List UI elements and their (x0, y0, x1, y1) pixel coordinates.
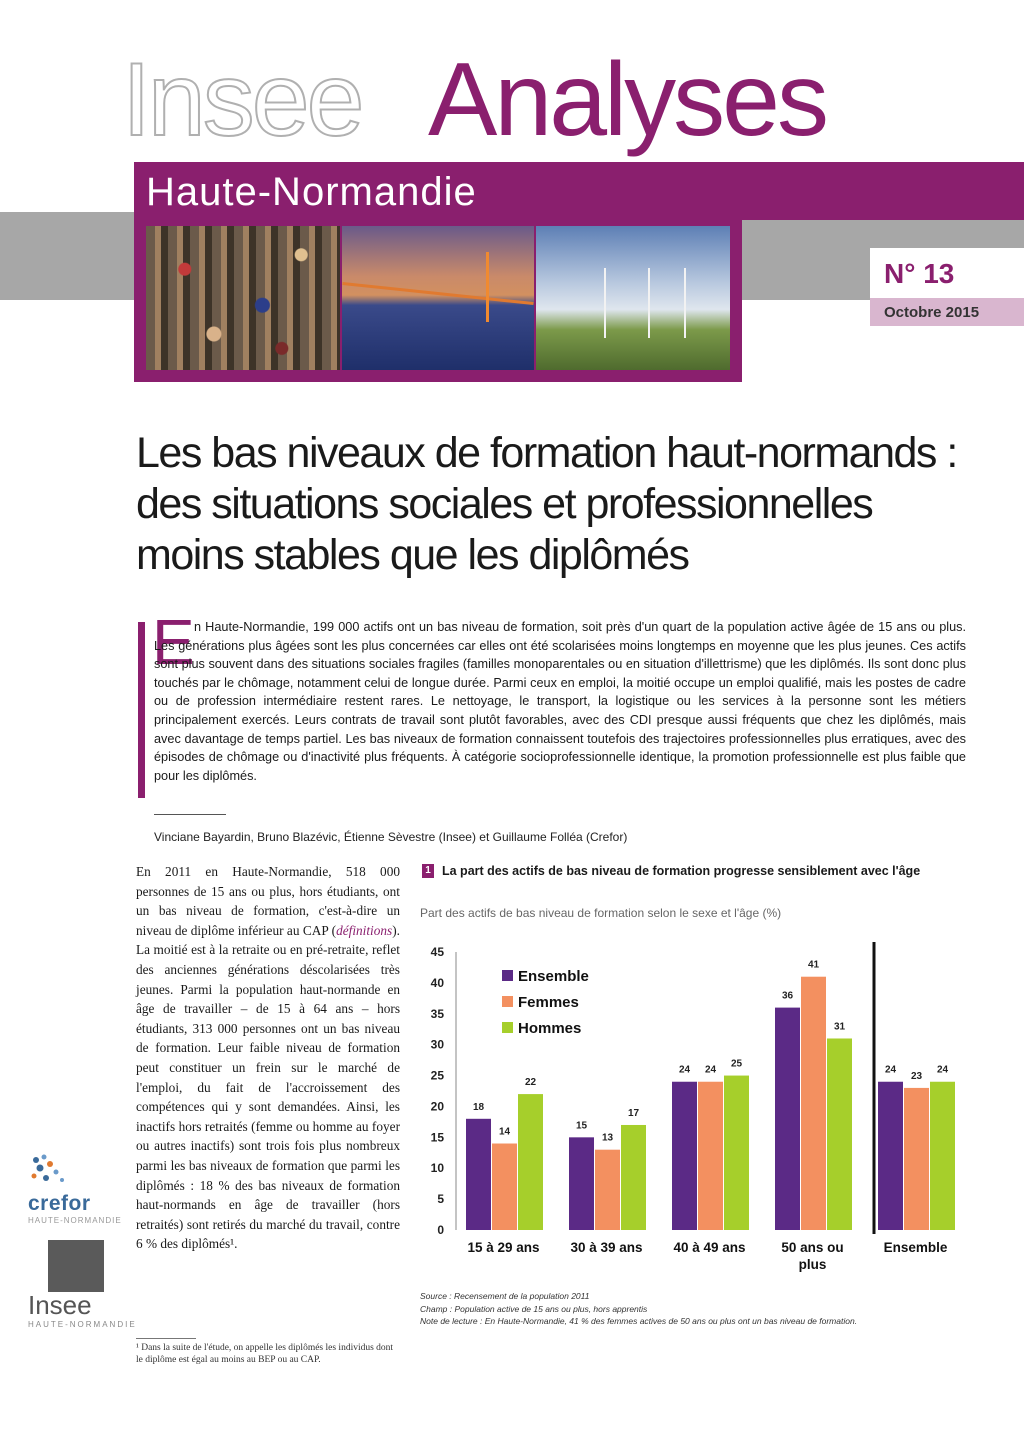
insee-logo-icon (48, 1240, 104, 1292)
y-tick-label: 45 (430, 945, 444, 959)
bar (595, 1150, 620, 1230)
chart-subtitle: Part des actifs de bas niveau de formation selon le sexe et l'âge (%) (420, 906, 782, 920)
x-tick-label: 30 à 39 ans (570, 1240, 643, 1255)
chart-notes (420, 1290, 980, 1328)
wind-turbine-photo (536, 226, 730, 370)
brand-insee: Insee (122, 42, 362, 158)
x-tick-label: 50 ans ou (781, 1240, 844, 1255)
authors-separator (154, 814, 226, 815)
bar (466, 1119, 491, 1230)
data-label: 24 (678, 1064, 691, 1076)
bar (930, 1082, 955, 1230)
data-label: 25 (730, 1058, 743, 1070)
bar (492, 1144, 517, 1230)
bar (698, 1082, 723, 1230)
turbine-shape (648, 268, 650, 338)
legend-label: Ensemble (518, 968, 589, 985)
data-label: 24 (884, 1064, 897, 1076)
bar (621, 1125, 646, 1230)
legend-label: Hommes (518, 1020, 582, 1037)
data-label: 13 (601, 1132, 614, 1144)
figure-number: 1 (422, 864, 434, 878)
article-title: Les bas niveaux de formation haut-normands : des situations sociales et professionnelles moins stables que les diplômés (136, 429, 957, 579)
y-tick-label: 30 (430, 1037, 444, 1052)
chart-title: La part des actifs de bas niveau de formation progresse sensiblement avec l'âge (442, 864, 921, 878)
y-tick-label: 25 (430, 1068, 444, 1083)
y-tick-label: 10 (430, 1161, 444, 1176)
authors: Vinciane Bayardin, Bruno Blazévic, Étienne Sèvestre (Insee) et Guillaume Folléa (Crefor) (154, 830, 628, 844)
bar (904, 1088, 929, 1230)
data-label: 41 (807, 959, 820, 971)
insee-logo-text: Insee (28, 1290, 92, 1320)
x-tick-label: 15 à 29 ans (467, 1240, 540, 1255)
chart-source: Source : Recensement de la population 2011 (420, 1291, 590, 1301)
y-tick-label: 40 (430, 975, 444, 990)
y-tick-label: 5 (437, 1192, 444, 1207)
bar-chart (418, 932, 978, 1282)
x-tick-label: Ensemble (883, 1240, 948, 1255)
legend-swatch (502, 1022, 513, 1033)
data-label: 15 (575, 1120, 588, 1132)
definitions-link[interactable]: définitions (336, 922, 393, 938)
data-label: 22 (524, 1077, 537, 1089)
bar (801, 977, 826, 1230)
body-paragraph (136, 862, 400, 1254)
bridge-photo (342, 226, 534, 370)
footnote: ¹ Dans la suite de l'étude, on appelle les diplômés les individus dont le diplôme est égal au moins au BEP ou au CAP. (136, 1343, 394, 1365)
chart-champ: Champ : Population active de 15 ans ou plus, hors apprentis (420, 1303, 648, 1314)
bar (672, 1082, 697, 1230)
crowd-photo (146, 226, 340, 370)
insee-logo-subtitle: HAUTE-NORMANDIE (28, 1320, 137, 1329)
intro-paragraph: n Haute-Normandie, 199 000 actifs ont un bas niveau de formation, soit près d'un quart de la population active âgée de 15 ans ou plus. Les générations plus âgées sont les plus concernées car elles ont été scolarisées moins longtemps en moyenne que les plus jeunes. Ces actifs sont plus souvent dans des situations sociales fragiles (familles monoparentales ou en situation d'illettrisme) que les diplômés. Ils sont donc plus touchés par le chômage, notamment celui de longue durée. Parmi ceux en emploi, la moitié occupe un emploi qualifié, mais les postes de cadre ou de profession intermédiaire restent rares. Le nettoyage, le transport, la logistique ou les services à la personne sont les métiers principalement exercés. Leurs contrats de travail sont plutôt favorables, avec des CDI presque aussi fréquents que chez les diplômés, mais avec davantage de temps partiel. Les bas niveaux de formation connaissent toutefois des trajectoires professionnelles plus erratiques, avec des épisodes de chômage ou d'inactivité plus fréquents. À catégorie socioprofessionnelle identique, la promotion professionnelle est plus faible que pour les diplômés. (154, 620, 966, 783)
data-label: 24 (936, 1064, 949, 1076)
body-text-part1: En 2011 en Haute-Normandie, 518 000 personnes de 15 ans ou plus, hors étudiants, ont un bas niveau de formation, c'est-à-dire un niveau de diplôme inférieur au CAP ( (136, 864, 400, 938)
bridge-tower-shape (486, 252, 489, 322)
bar (827, 1038, 852, 1230)
y-tick-label: 15 (430, 1130, 444, 1145)
data-label: 31 (833, 1021, 846, 1033)
turbine-shape (604, 268, 606, 338)
bar (775, 1008, 800, 1230)
legend-swatch (502, 970, 513, 981)
brand-analyses: Analyses (428, 42, 826, 158)
issue-number: N° 13 (884, 258, 955, 289)
y-tick-label: 35 (430, 1006, 444, 1021)
legend-label: Femmes (518, 994, 579, 1011)
crefor-logo-subtitle: HAUTE-NORMANDIE (28, 1216, 122, 1225)
y-tick-label: 20 (430, 1099, 444, 1114)
data-label: 36 (781, 990, 794, 1002)
data-label: 23 (910, 1070, 923, 1082)
intro-accent-bar (138, 622, 145, 798)
legend-swatch (502, 996, 513, 1007)
x-tick-label: 40 à 49 ans (673, 1240, 746, 1255)
footnote-rule (136, 1338, 196, 1339)
data-label: 14 (498, 1126, 511, 1138)
bar (724, 1076, 749, 1230)
data-label: 17 (627, 1107, 640, 1119)
data-label: 18 (472, 1101, 485, 1113)
bar (878, 1082, 903, 1230)
crefor-logo-icon (28, 1152, 72, 1190)
issue-date: Octobre 2015 (884, 304, 980, 321)
y-tick-label: 0 (437, 1223, 444, 1237)
region-name: Haute-Normandie (146, 170, 477, 214)
body-text-part2: ). La moitié est à la retraite ou en pré-retraite, reflet des anciennes générations déscolarisées très jeunes. Parmi la population haut-normande en âge de travailler – de 15 à 64 ans – hors étudiants, 313 000 personnes ont un bas niveau de formation. Leur faible niveau de formation peut constituer un frein sur le marché de l'emploi, du fait de l'accroissement des compétences qui y sont demandées. Ainsi, les inactifs hors retraités (femme ou homme au foyer ou autres inactifs) sont trois fois plus nombreux parmi les bas niveaux de formation que parmi les diplômés : 18 % des bas niveaux de formation haut-normands en âge de travailler (hors retraités) sont retirés du marché du travail, contre 6 % des diplômés¹. (136, 922, 400, 1252)
intro-dropcap: E (152, 606, 195, 678)
bar (569, 1137, 594, 1230)
bar (518, 1094, 543, 1230)
chart-reading-note: Note de lecture : En Haute-Normandie, 41 % des femmes actives de 50 ans ou plus ont un bas niveau de formation. (420, 1316, 858, 1326)
x-tick-label: plus (798, 1257, 827, 1272)
crefor-logo-text: crefor (28, 1192, 91, 1215)
data-label: 24 (704, 1064, 717, 1076)
turbine-shape (684, 268, 686, 338)
